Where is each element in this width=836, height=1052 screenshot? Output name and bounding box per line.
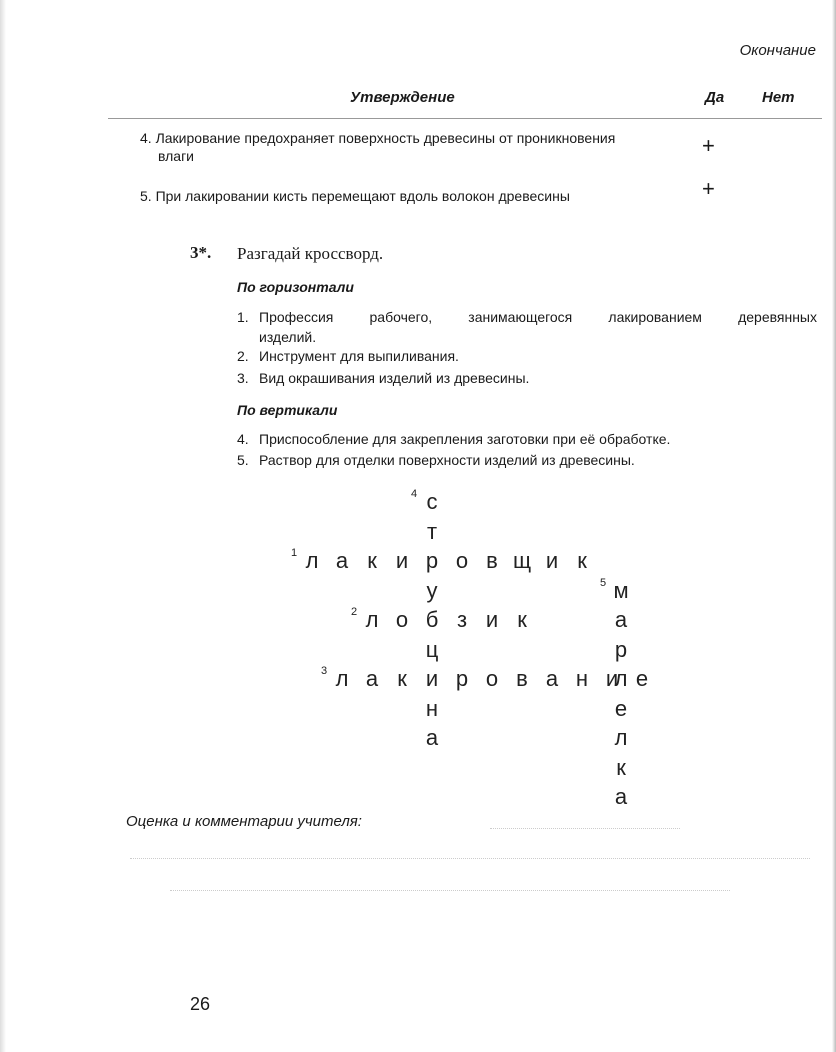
crossword-letter: в bbox=[486, 548, 498, 573]
crossword-letter: а bbox=[545, 666, 559, 691]
yes-mark: + bbox=[702, 133, 715, 158]
clue-number: 1. bbox=[237, 309, 249, 325]
task-title: Разгадай кроссворд. bbox=[237, 244, 384, 263]
crossword-letter: ц bbox=[425, 636, 439, 662]
crossword-letter: к bbox=[367, 548, 377, 573]
clue-number-label: 4 bbox=[411, 488, 418, 500]
continuation-label: Окончание bbox=[739, 42, 816, 59]
column-header-no: Нет bbox=[762, 89, 795, 106]
crossword-letter: к bbox=[616, 754, 626, 780]
row-statement: Лакирование предохраняет поверхность древесины от проникновения bbox=[155, 130, 616, 146]
crossword-letter: а bbox=[425, 725, 439, 750]
row-number: 4. bbox=[140, 130, 152, 146]
crossword-letter: у bbox=[426, 577, 438, 603]
crossword-letter: т bbox=[426, 518, 438, 544]
crossword-letter: к bbox=[397, 666, 407, 691]
crossword-letter: р bbox=[425, 548, 439, 573]
crossword-letter: н bbox=[575, 666, 589, 691]
crossword-letter: р bbox=[614, 636, 628, 662]
comment-line bbox=[130, 858, 810, 859]
column-header-statement: Утверждение bbox=[350, 89, 455, 106]
clue-text: Вид окрашивания изделий из древесины. bbox=[259, 370, 530, 386]
crossword-letter: щ bbox=[512, 548, 532, 573]
page-number: 26 bbox=[190, 994, 211, 1014]
clue-text: Инструмент для выпиливания. bbox=[259, 348, 459, 364]
crossword-letter: р bbox=[455, 666, 469, 691]
crossword-letter: о bbox=[485, 666, 499, 691]
column-header-yes: Да bbox=[705, 89, 725, 106]
clue-number: 5. bbox=[237, 452, 249, 468]
comment-line bbox=[170, 890, 730, 891]
crossword-letter: и bbox=[395, 548, 409, 573]
clue-number-label: 1 bbox=[291, 547, 298, 559]
crossword-letter: в bbox=[516, 666, 528, 691]
comment-line bbox=[490, 828, 680, 829]
crossword-letter: е bbox=[614, 695, 628, 721]
row-statement-cont: влаги bbox=[158, 148, 194, 164]
clue-text-cont: изделий. bbox=[259, 329, 317, 345]
crossword-letter: л bbox=[365, 607, 379, 632]
crossword-letter: н bbox=[425, 695, 439, 721]
clue-number-label: 5 bbox=[600, 576, 607, 589]
crossword-letter: с bbox=[426, 489, 438, 514]
clue-number: 2. bbox=[237, 348, 249, 364]
crossword-letter: и bbox=[425, 666, 439, 691]
clue-text: Приспособление для закрепления заготовки при её обработке. bbox=[259, 431, 671, 447]
crossword-letter: и bbox=[605, 666, 619, 691]
crossword-letter: л bbox=[614, 725, 628, 750]
crossword-letter: а bbox=[614, 607, 628, 632]
crossword-letter: а bbox=[335, 548, 349, 573]
clue-number-label: 3 bbox=[321, 665, 328, 677]
task-number: 3*. bbox=[190, 243, 212, 262]
crossword-letter: о bbox=[395, 607, 409, 632]
teacher-comment-label: Оценка и комментарии учителя: bbox=[126, 813, 362, 830]
crossword-letter: к bbox=[577, 548, 587, 573]
crossword-letter: и bbox=[545, 548, 559, 573]
yes-mark: + bbox=[702, 176, 715, 201]
crossword-letter: е bbox=[635, 666, 649, 691]
clue-number: 3. bbox=[237, 370, 249, 386]
crossword-letter: а bbox=[614, 784, 628, 809]
clue-text: Раствор для отделки поверхности изделий из древесины. bbox=[259, 452, 635, 468]
crossword-letter: а bbox=[365, 666, 379, 691]
crossword-letter: з bbox=[456, 607, 468, 632]
row-number: 5. bbox=[140, 188, 152, 204]
crossword-letter: о bbox=[455, 548, 469, 573]
crossword-letter: м bbox=[613, 577, 629, 603]
clue-number-label: 2 bbox=[351, 606, 358, 618]
crossword-letter: и bbox=[485, 607, 499, 632]
horizontal-heading: По горизонтали bbox=[237, 279, 354, 295]
crossword-letter: б bbox=[425, 607, 439, 632]
crossword-letter: л bbox=[614, 666, 628, 691]
row-statement: При лакировании кисть перемещают вдоль волокон древесины bbox=[155, 188, 570, 204]
clue-text: Профессия рабочего, занимающегося лакированием деревянных bbox=[259, 309, 817, 325]
crossword-letter: л bbox=[305, 548, 319, 573]
crossword-letter: к bbox=[517, 607, 527, 632]
crossword-letter: л bbox=[335, 666, 349, 691]
vertical-heading: По вертикали bbox=[237, 402, 338, 418]
clue-number: 4. bbox=[237, 431, 249, 447]
